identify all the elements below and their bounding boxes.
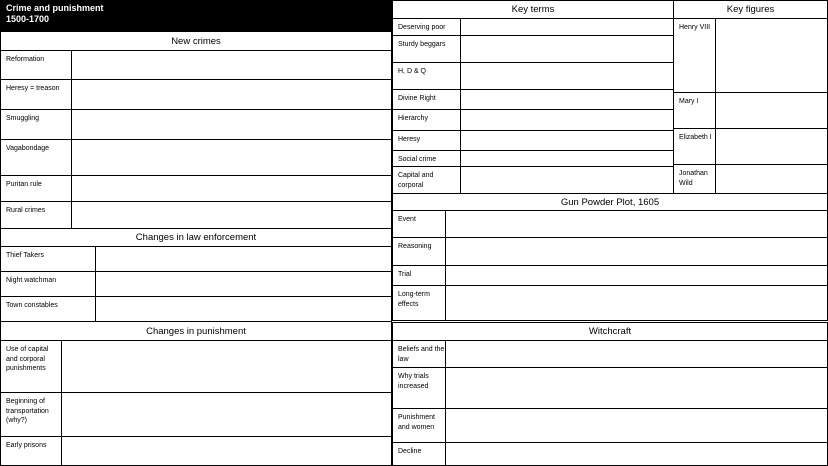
key-figures-divider bbox=[715, 18, 716, 194]
punishment-row bbox=[0, 436, 392, 466]
witchcraft-divider bbox=[445, 340, 446, 466]
witchcraft-label: Beliefs and the law bbox=[398, 346, 445, 363]
law-enforcement-divider bbox=[95, 246, 96, 322]
gunpowder-row bbox=[392, 265, 828, 286]
section-header-law-enforcement: Changes in law enforcement bbox=[0, 228, 392, 247]
section-header-witchcraft: Witchcraft bbox=[392, 322, 828, 341]
new-crimes-row bbox=[0, 201, 392, 229]
new-crimes-row bbox=[0, 139, 392, 176]
new-crimes-row bbox=[0, 109, 392, 140]
gunpowder-divider bbox=[445, 210, 446, 321]
key-terms-row bbox=[392, 18, 674, 36]
punishment-label: Use of capital and corporal punishments bbox=[6, 346, 49, 372]
section-header-gunpowder-plot: Gun Powder Plot, 1605 bbox=[392, 193, 828, 211]
key-figures-label: Elizabeth I bbox=[679, 134, 712, 141]
key-figures-label: Jonathan Wild bbox=[679, 170, 708, 187]
key-terms-row bbox=[392, 109, 674, 131]
witchcraft-label: Punishment and women bbox=[398, 414, 435, 431]
punishment-row bbox=[0, 392, 392, 437]
key-terms-label: Social crime bbox=[398, 156, 437, 163]
witchcraft-row bbox=[392, 340, 828, 368]
gunpowder-row bbox=[392, 210, 828, 238]
law-enforcement-row bbox=[0, 271, 392, 297]
law-enforcement-label: Town constables bbox=[6, 302, 58, 309]
key-terms-row bbox=[392, 89, 674, 110]
new-crimes-label: Rural crimes bbox=[6, 207, 46, 214]
key-terms-divider bbox=[460, 18, 461, 194]
key-terms-label: Sturdy beggars bbox=[398, 41, 446, 48]
worksheet-title-line2: 1500-1700 bbox=[6, 14, 50, 24]
gunpowder-row bbox=[392, 237, 828, 266]
key-terms-label: Divine Right bbox=[398, 95, 436, 102]
key-terms-label: Deserving poor bbox=[398, 24, 446, 31]
key-figures-row bbox=[673, 92, 828, 129]
new-crimes-label: Puritan rule bbox=[6, 181, 42, 188]
worksheet-title bbox=[0, 0, 392, 31]
punishment-row bbox=[0, 340, 392, 393]
witchcraft-row bbox=[392, 408, 828, 443]
law-enforcement-label: Night watchman bbox=[6, 277, 57, 284]
key-figures-row bbox=[673, 18, 828, 93]
gunpowder-label: Reasoning bbox=[398, 243, 432, 250]
punishment-divider bbox=[61, 340, 62, 466]
key-terms-row bbox=[392, 35, 674, 63]
new-crimes-label: Smuggling bbox=[6, 115, 40, 122]
section-header-new-crimes: New crimes bbox=[0, 31, 392, 51]
gunpowder-label: Trial bbox=[398, 271, 412, 278]
law-enforcement-label: Thief Takers bbox=[6, 252, 44, 259]
gunpowder-row bbox=[392, 285, 828, 321]
new-crimes-row bbox=[0, 79, 392, 110]
worksheet-title-line1: Crime and punishment bbox=[6, 3, 104, 13]
gunpowder-label: Event bbox=[398, 216, 416, 223]
key-terms-row bbox=[392, 62, 674, 90]
gunpowder-label: Long-term effects bbox=[398, 291, 430, 308]
punishment-label: Beginning of transportation (why?) bbox=[6, 398, 49, 424]
new-crimes-row bbox=[0, 50, 392, 80]
law-enforcement-row bbox=[0, 296, 392, 322]
key-terms-label: Capital and corporal bbox=[398, 172, 434, 189]
new-crimes-label: Reformation bbox=[6, 56, 45, 63]
key-terms-label: Hierarchy bbox=[398, 115, 428, 122]
key-terms-row bbox=[392, 130, 674, 151]
witchcraft-label: Decline bbox=[398, 448, 422, 455]
new-crimes-label: Heresy = treason bbox=[6, 85, 60, 92]
witchcraft-label: Why trials increased bbox=[398, 373, 429, 390]
new-crimes-label: Vagabondage bbox=[6, 145, 50, 152]
key-figures-label: Mary I bbox=[679, 98, 699, 105]
section-header-key-terms: Key terms bbox=[392, 0, 674, 19]
witchcraft-row bbox=[392, 442, 828, 466]
punishment-label: Early prisons bbox=[6, 442, 47, 449]
key-terms-label: Heresy bbox=[398, 136, 421, 143]
key-terms-row bbox=[392, 150, 674, 167]
key-figures-row bbox=[673, 128, 828, 165]
law-enforcement-row bbox=[0, 246, 392, 272]
new-crimes-row bbox=[0, 175, 392, 202]
key-figures-row bbox=[673, 164, 828, 194]
section-header-punishment: Changes in punishment bbox=[0, 321, 392, 341]
section-header-key-figures: Key figures bbox=[673, 0, 828, 19]
key-figures-label: Henry VIII bbox=[679, 24, 711, 31]
key-terms-label: H, D & Q bbox=[398, 68, 427, 75]
key-terms-row bbox=[392, 166, 674, 194]
new-crimes-divider bbox=[71, 50, 72, 229]
witchcraft-row bbox=[392, 367, 828, 409]
